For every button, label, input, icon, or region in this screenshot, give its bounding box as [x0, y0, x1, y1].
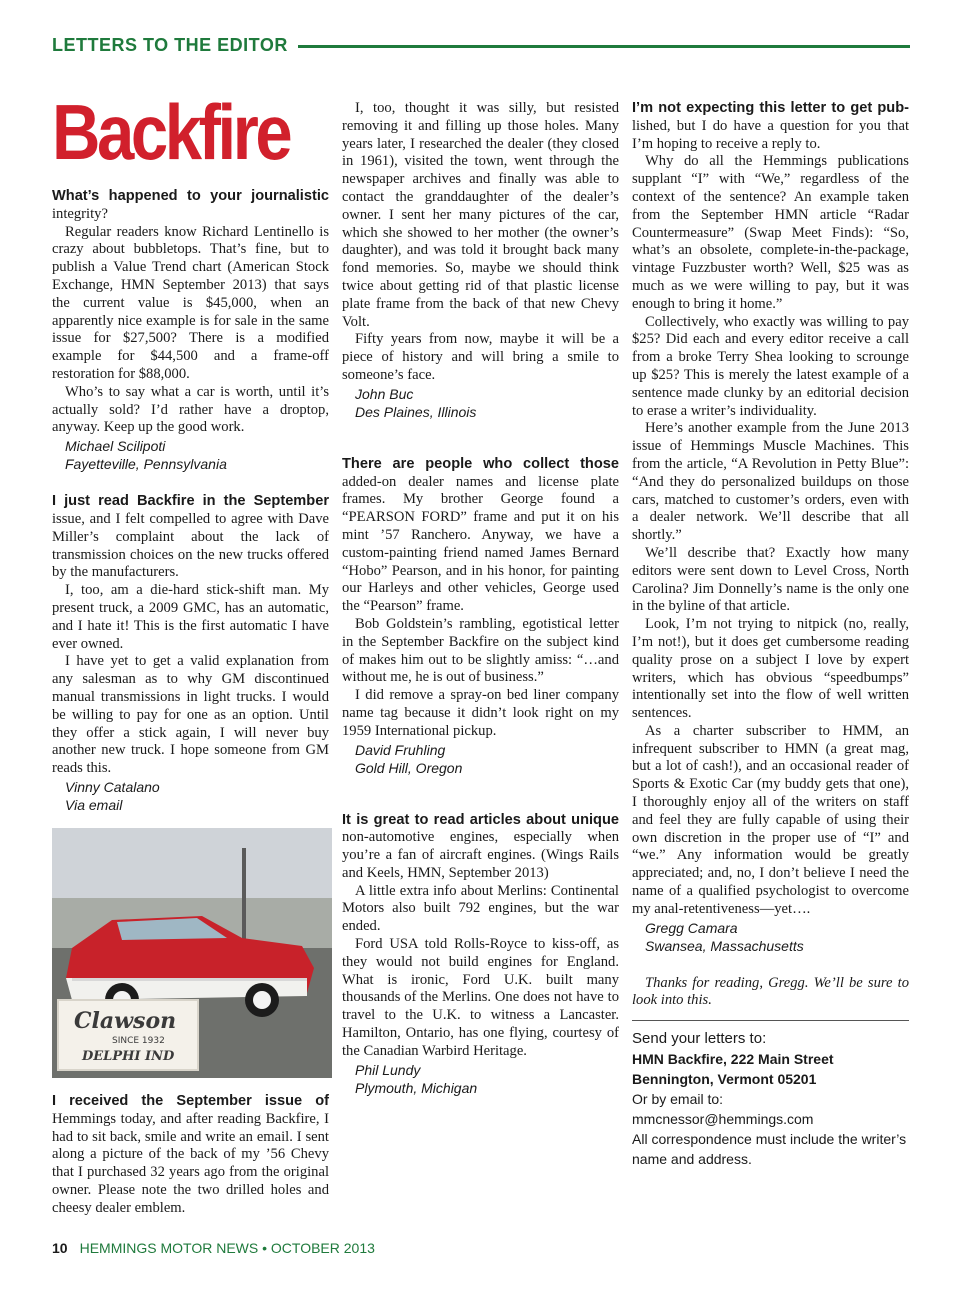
letter-6-lead-rest: lished, but I do have a question for you that I’m hoping to receive a reply to.: [632, 117, 909, 152]
car-photo: [52, 828, 332, 1078]
letter-6-paragraph: We’ll describe that? Exactly how many editors were sent down to Level Cross, North Carolina? Jim Donnelly’s name is the only one in the byline of that article.: [632, 544, 909, 615]
letter-1-lead: What’s happened to your journalistic: [52, 188, 329, 204]
letter-1: [52, 188, 329, 473]
send-letters-box: [632, 1029, 909, 1169]
column-1: [52, 88, 329, 1217]
letter-5: [342, 812, 619, 1097]
letter-4: [342, 456, 619, 777]
send-box-email-intro: Or by email to:: [632, 1091, 724, 1108]
column-3: [632, 100, 909, 1169]
letter-2: [52, 493, 329, 814]
letter-6-paragraph: Why do all the Hemmings publications supplant “I” with “We,” regardless of the context of the sentence? An example taken from the September HMN article “Radar Countermeasure” (Swap Meet Finds): “So, what’s an obsolete, complete-in-the-package, vintage Fuzzbuster worth? Well, $25 was as much as we were willing to pay, but it was enough to bring it home.”: [632, 153, 909, 312]
car-photo-illustration: [52, 828, 332, 1078]
letter-1-paragraph: Regular readers know Richard Lentinello is crazy about bubbletops. That’s fine, but to publish a Value Trend chart (American Stock Exchange, HMN September 2013) that says the current value is $45,000, when an apparently nice example is for sale in the same issue for $27,500? There is a modified example for $44,500 and a frame-off restoration for $88,000.: [52, 223, 329, 382]
send-box-rule: [632, 1020, 909, 1021]
letter-2-signature-name: Vinny Catalano: [65, 778, 160, 795]
send-box-note: All correspondence must include the writer’s name and address.: [632, 1131, 907, 1168]
letter-6-paragraph: Look, I’m not trying to nitpick (no, really, I’m not!), but it does get cumbersome reading quality prose on a subject I love by expert writers, which has obvious “speedbumps” intentionally set into the flow of well written sentences.: [632, 616, 909, 722]
dealer-emblem-since: SINCE 1932: [112, 1035, 165, 1046]
publication-line: HEMMINGS MOTOR NEWS • OCTOBER 2013: [79, 1240, 375, 1256]
letter-5-intro: [342, 812, 619, 883]
letter-3-lead: I received the September issue of: [52, 1092, 329, 1109]
page-footer: [52, 1240, 375, 1256]
letter-4-paragraph: I did remove a spray-on bed liner company name tag because it didn’t look right on my 1959 International pickup.: [342, 687, 619, 739]
letter-5-lead: It is great to read articles about unique: [342, 811, 619, 828]
letter-6-paragraph: Collectively, who exactly was willing to pay $25? Did each and every editor receive a call from a broke Terry Shea looking to scrounge up $25? This is merely the latest example of a sentence made clunky by an editorial decision to erase a writer’s individuality.: [632, 313, 909, 419]
letter-5-signature-name: Phil Lundy: [355, 1061, 421, 1078]
letter-4-signature-place: Gold Hill, Oregon: [355, 759, 463, 776]
chrome-trim: [72, 978, 307, 981]
letter-3-lead-rest: Hemmings today, and after reading Backfire, I had to sit back, smile and write an email. I sent along a picture of the back of my ’56 Chevy that I purchased 32 years ago from the original owner. Please note the two drilled holes and cheesy dealer emblem.: [52, 1110, 329, 1216]
utility-pole: [242, 848, 246, 948]
letter-6-signature-name: Gregg Camara: [645, 919, 738, 936]
column-2: [342, 100, 619, 1097]
letter-4-paragraph: Bob Goldstein’s rambling, egotistical letter in the September Backfire on the subject kind of makes him out to be slightly amiss: “…and without me, he is out of business.”: [342, 615, 619, 686]
letter-2-paragraph: I, too, am a die-hard stick-shift man. My present truck, a 2009 GMC, has an automatic, and I hate it! This is the first automatic I have ever owned.: [52, 582, 329, 652]
letter-3-paragraph: I, too, thought it was silly, but resisted removing it and filling up those holes. Many years later, I researched the dealer (they closed in 1961), visited the town, went through the newspaper archives and finally was able to contact the granddaughter of the dealer’s owner. I sent her many pictures of the car, which she showed to her mother (the owner’s daughter), and was told it brought back many fond memories. So, maybe we should think twice about getting rid of that plastic license plate frame from the back of that new Chevy Volt.: [342, 100, 619, 330]
letter-6-paragraph: Here’s another example from the June 2013 issue of Hemmings Muscle Machines. This from the article, “A Revolution in Petty Blue”: “And they do personalized buildups on those cars, matched to customer’s orders, even with a dealer network. We’ll describe that all shortly.”: [632, 420, 909, 544]
letter-1-signature-place: Fayetteville, Pennsylvania: [65, 456, 227, 473]
letter-3-paragraph: Fifty years from now, maybe it will be a piece of history and will bring a smile to someone’s face.: [342, 331, 619, 383]
letter-5-paragraph: Ford USA told Rolls-Royce to kiss-off, as they would not build engines for England. What is ironic, Ford U.K. built many thousands of the Merlins. One does not have to travel to the U.K. to witness a Lancaster. Hamilton, Ontario, has one flying, courtesy of the Canadian Warbird Heritage.: [342, 936, 619, 1059]
send-box-address-line-1: HMN Backfire, 222 Main Street: [632, 1051, 834, 1068]
editor-reply: Thanks for reading, Gregg. We’ll be sure to look into this.: [632, 974, 909, 1009]
letter-3-signature-place: Des Plaines, Illinois: [355, 403, 477, 420]
letter-1-intro: [52, 188, 329, 224]
page-number: 10: [52, 1240, 68, 1256]
letter-6-paragraph: As a charter subscriber to HMM, an infrequent subscriber to HMN (a great mag, but a lot of cash!), and an occasional reader of Sports & Exotic Car (my buddy gets that one), I thoroughly enjoy all of the writers on staff and feel they are fully capable of using their own discretion in the proper use of “I” and “we.” Any information would be greatly appreciated; and, no, I don’t believe I need the name of a qualified psychologist to overcome my anal-retentiveness—yet….: [632, 722, 909, 917]
masthead: Backfire: [52, 88, 290, 176]
letter-2-paragraph: I have yet to get a valid explanation from any salesman as to why GM discontinued manual transmissions in light trucks. I would be willing to pay for one as an option. Until they offer a stick again, I will never buy another new truck. I hope someone from GM reads this.: [52, 653, 329, 777]
letter-6-signature-place: Swansea, Massachusetts: [645, 937, 804, 954]
letter-2-intro: [52, 493, 329, 582]
letter-2-lead: I just read Backfire in the September: [52, 493, 329, 510]
letter-6: [632, 100, 909, 1010]
letter-3-signature-name: John Buc: [355, 385, 414, 402]
letter-3-continued: [342, 100, 619, 421]
send-box-title: Send your letters to:: [632, 1030, 767, 1048]
letter-6-intro: [632, 100, 909, 153]
send-box-address-line-2: Bennington, Vermont 05201: [632, 1071, 817, 1088]
letter-1-paragraph: Who’s to say what a car is worth, until it’s actually sold? I’d rather have a droptop, anyway. Keep up the good work.: [52, 383, 329, 436]
letter-2-signature-place: Via email: [65, 796, 123, 813]
rear-whitewall: [253, 991, 271, 1009]
letter-5-signature-place: Plymouth, Michigan: [355, 1079, 478, 1096]
letter-3-intro: [52, 1093, 329, 1218]
letter-4-signature-name: David Fruhling: [355, 741, 446, 758]
letter-4-lead: There are people who collect those: [342, 455, 619, 472]
letter-1-signature-name: Michael Scilipoti: [65, 438, 166, 455]
letter-5-paragraph: A little extra info about Merlins: Continental Motors also built 792 engines, but the war ended.: [342, 882, 619, 935]
letter-4-intro: [342, 456, 619, 616]
letter-6-lead: I’m not expecting this letter to get pub-: [632, 100, 909, 116]
dealer-emblem-script: Clawson: [74, 1007, 177, 1034]
header-rule: [298, 45, 910, 48]
letter-4-lead-rest: added-on dealer names and license plate frames. My brother George found a “PEARSON FORD” frame and put it on his mint ’57 Ranchero. Anyway, we have a custom-painting friend named James Bernard “Hobo” Pearson, and in his honor, for painting our Harleys and other vehicles, George used the “Pearson” frame.: [342, 473, 619, 615]
section-title: LETTERS TO THE EDITOR: [52, 34, 288, 55]
letter-3-start: [52, 1093, 329, 1218]
section-header: [52, 33, 910, 57]
letter-2-lead-rest: issue, and I felt compelled to agree with Dave Miller’s complaint about the lack of transmission choices on the new trucks offered by the manufacturers.: [52, 510, 329, 581]
letter-5-lead-rest: non-automotive engines, especially when you’re a fan of aircraft engines. (Wings Rails and Keels, HMN, September 2013): [342, 829, 619, 881]
send-box-email[interactable]: mmcnessor@hemmings.com: [632, 1111, 814, 1128]
dealer-emblem-city: DELPHI IND: [82, 1048, 175, 1064]
letter-1-lead-rest: integrity?: [52, 205, 108, 222]
